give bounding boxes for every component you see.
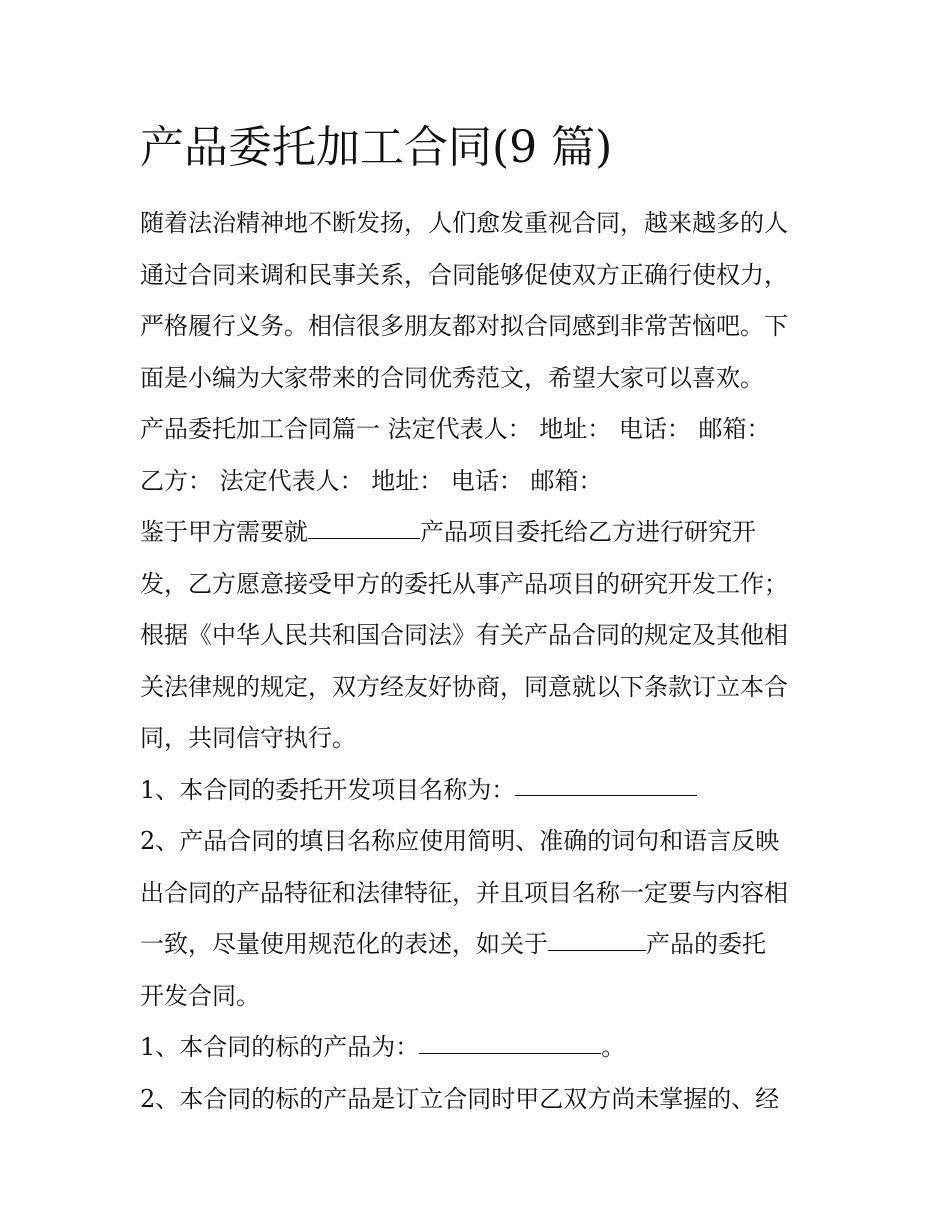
text-segment: 产品项目委托给乙方进行研究开 bbox=[420, 518, 756, 546]
paragraph-line: 同，共同信守执行。 bbox=[140, 724, 356, 752]
clause-item-2: 2、产品合同的填目名称应使用简明、准确的词句和语言反映 bbox=[140, 827, 780, 855]
paragraph-line: 面是小编为大家带来的合同优秀范文，希望大家可以喜欢。 bbox=[140, 363, 764, 392]
text-segment: 产品的委托 bbox=[646, 930, 766, 958]
paragraph-line: 严格履行义务。相信很多朋友都对拟合同感到非常苦恼吧。下 bbox=[140, 312, 788, 340]
clause-item-4: 2、本合同的标的产品是订立合同时甲乙双方尚未掌握的、经 bbox=[140, 1084, 780, 1113]
text-segment: 鉴于甲方需要就 bbox=[140, 518, 308, 546]
paragraph-line: 关法律规的规定，双方经友好协商，同意就以下条款订立本合 bbox=[140, 672, 788, 701]
document-title: 产品委托加工合同(9 篇) bbox=[140, 122, 613, 173]
fill-in-blank bbox=[419, 1052, 601, 1054]
fill-in-blank bbox=[515, 794, 697, 796]
text-segment: 。 bbox=[601, 1033, 626, 1061]
paragraph-line-with-blank bbox=[140, 919, 820, 971]
paragraph-line: 随着法治精神地不断发扬，人们愈发重视合同，越来越多的人 bbox=[140, 209, 788, 237]
fill-in-blank bbox=[308, 537, 420, 539]
text-segment: 一致，尽量使用规范化的表述，如关于 bbox=[140, 930, 548, 958]
text-segment: 1、本合同的委托开发项目名称为： bbox=[140, 775, 516, 804]
clause-item-1 bbox=[140, 765, 820, 817]
document-body bbox=[140, 198, 820, 1125]
clause-item-3 bbox=[140, 1022, 820, 1074]
paragraph-line: 根据《中华人民共和国合同法》有关产品合同的规定及其他相 bbox=[140, 621, 788, 649]
fill-in-blank bbox=[548, 949, 646, 951]
contract-section-heading: 产品委托加工合同篇一 法定代表人： 地址： 电话： 邮箱： bbox=[140, 415, 771, 443]
paragraph-line: 开发合同。 bbox=[140, 981, 260, 1010]
paragraph-line-with-blank bbox=[140, 507, 820, 559]
paragraph-line: 通过合同来调和民事关系，合同能够促使双方正确行使权力， bbox=[140, 260, 788, 289]
paragraph-line: 发，乙方愿意接受甲方的委托从事产品项目的研究开发工作； bbox=[140, 569, 788, 598]
text-segment: 1、本合同的标的产品为： bbox=[140, 1033, 420, 1061]
party-b-info: 乙方： 法定代表人： 地址： 电话： 邮箱： bbox=[140, 466, 603, 495]
paragraph-line: 出合同的产品特征和法律特征，并且项目名称一定要与内容相 bbox=[140, 878, 788, 907]
